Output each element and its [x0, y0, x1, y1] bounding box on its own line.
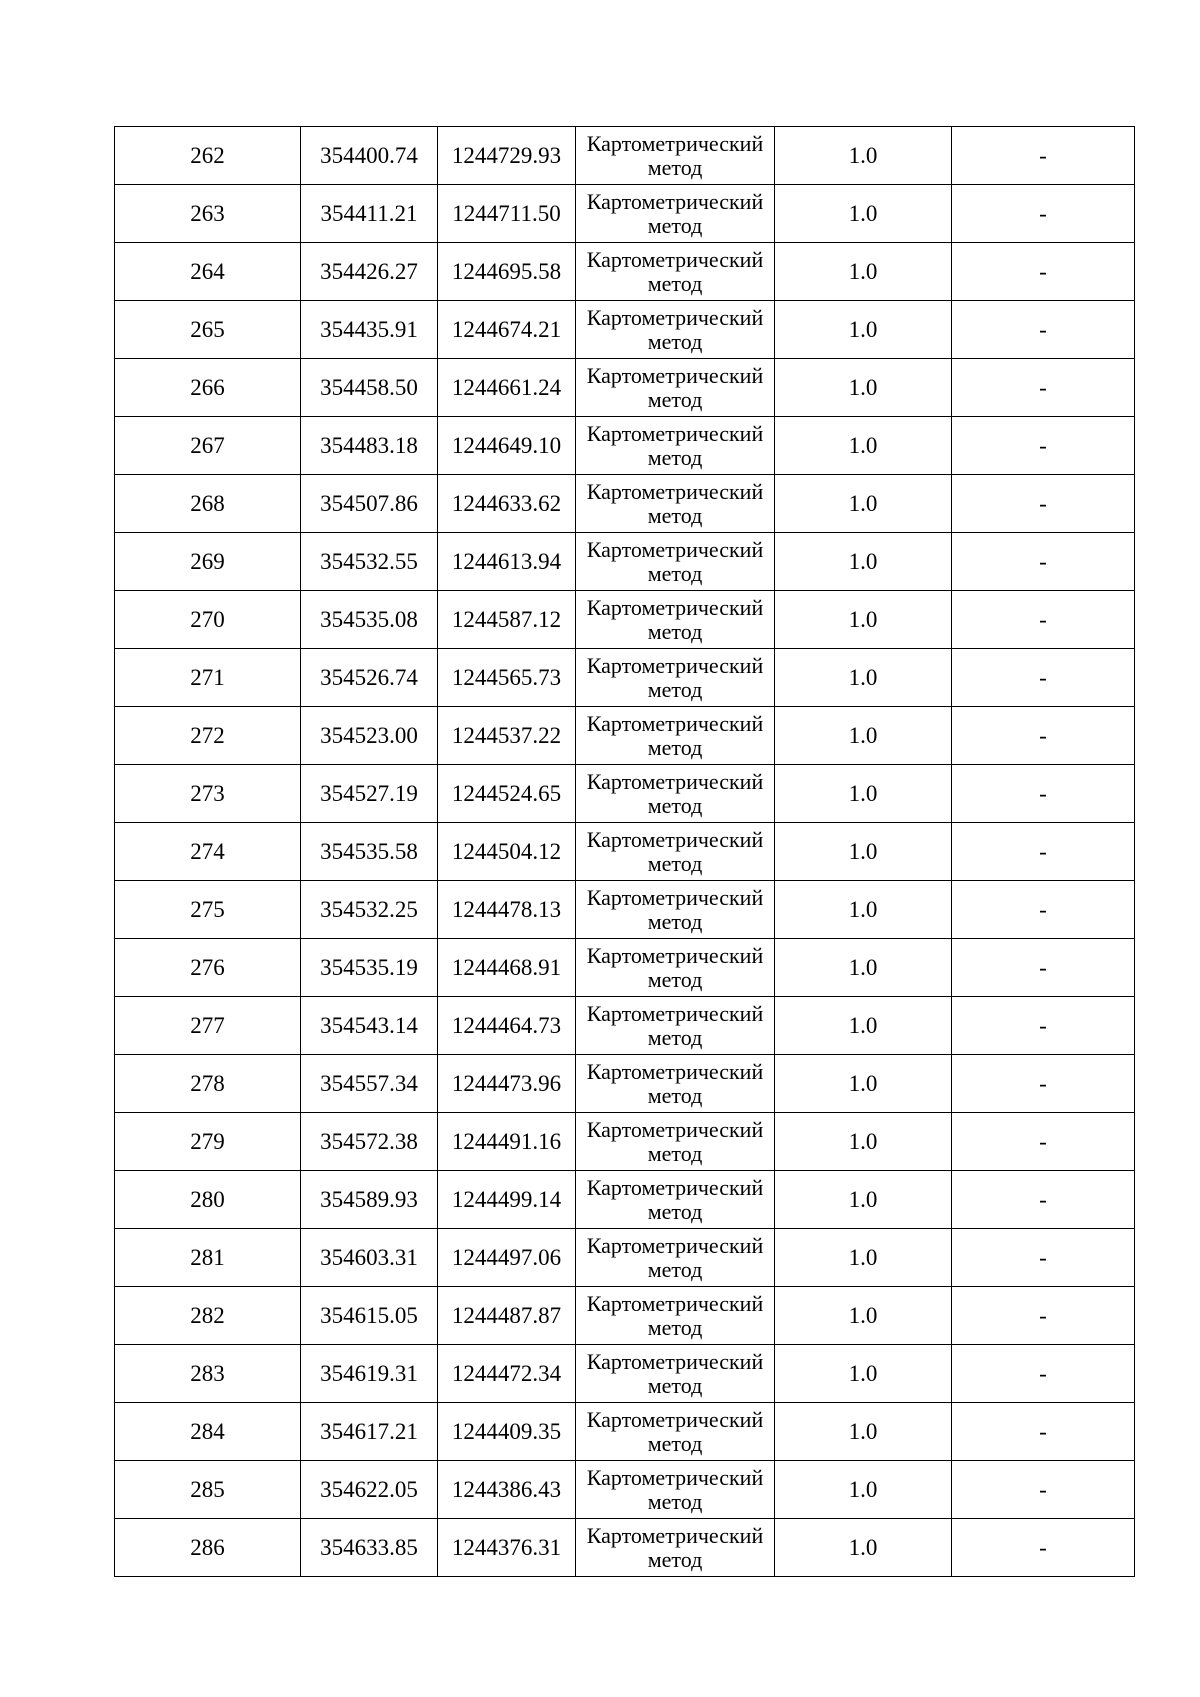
coordinates-table — [114, 126, 1135, 1577]
table-row — [115, 243, 1135, 301]
point-number-cell: 283 — [115, 1345, 301, 1403]
x-coordinate-cell: 354426.27 — [301, 243, 438, 301]
method-cell — [576, 185, 775, 243]
method-cell — [576, 1287, 775, 1345]
method-line-2: метод — [647, 386, 703, 412]
method-cell — [576, 359, 775, 417]
table-row — [115, 417, 1135, 475]
accuracy-cell: 1.0 — [775, 1055, 952, 1113]
method-line-1: Картометрический — [586, 652, 764, 678]
table-row — [115, 127, 1135, 185]
x-coordinate-cell: 354535.19 — [301, 939, 438, 997]
table-row — [115, 1287, 1135, 1345]
table-row — [115, 649, 1135, 707]
table-row — [115, 1113, 1135, 1171]
x-coordinate-cell: 354603.31 — [301, 1229, 438, 1287]
method-line-2: метод — [647, 270, 703, 296]
method-line-1: Картометрический — [586, 826, 764, 852]
table-row — [115, 475, 1135, 533]
accuracy-cell: 1.0 — [775, 939, 952, 997]
accuracy-cell: 1.0 — [775, 301, 952, 359]
coordinates-table-body — [115, 127, 1135, 1577]
method-line-2: метод — [647, 676, 703, 702]
x-coordinate-cell: 354615.05 — [301, 1287, 438, 1345]
table-row — [115, 1345, 1135, 1403]
y-coordinate-cell: 1244537.22 — [438, 707, 576, 765]
note-cell: - — [952, 591, 1135, 649]
method-cell — [576, 881, 775, 939]
x-coordinate-cell: 354557.34 — [301, 1055, 438, 1113]
x-coordinate-cell: 354532.25 — [301, 881, 438, 939]
accuracy-cell: 1.0 — [775, 765, 952, 823]
accuracy-cell: 1.0 — [775, 1345, 952, 1403]
method-line-2: метод — [647, 1082, 703, 1108]
note-cell: - — [952, 243, 1135, 301]
method-cell — [576, 649, 775, 707]
y-coordinate-cell: 1244468.91 — [438, 939, 576, 997]
note-cell: - — [952, 417, 1135, 475]
note-cell: - — [952, 939, 1135, 997]
y-coordinate-cell: 1244487.87 — [438, 1287, 576, 1345]
x-coordinate-cell: 354535.08 — [301, 591, 438, 649]
accuracy-cell: 1.0 — [775, 1171, 952, 1229]
method-cell — [576, 1229, 775, 1287]
table-row — [115, 939, 1135, 997]
method-line-1: Картометрический — [586, 1406, 764, 1432]
y-coordinate-cell: 1244497.06 — [438, 1229, 576, 1287]
point-number-cell: 278 — [115, 1055, 301, 1113]
method-line-1: Картометрический — [586, 536, 764, 562]
note-cell: - — [952, 185, 1135, 243]
x-coordinate-cell: 354633.85 — [301, 1519, 438, 1577]
y-coordinate-cell: 1244711.50 — [438, 185, 576, 243]
method-cell — [576, 939, 775, 997]
method-cell — [576, 1171, 775, 1229]
method-line-2: метод — [647, 1198, 703, 1224]
method-line-2: метод — [647, 1140, 703, 1166]
table-row — [115, 997, 1135, 1055]
method-line-1: Картометрический — [586, 1348, 764, 1374]
table-row — [115, 301, 1135, 359]
x-coordinate-cell: 354523.00 — [301, 707, 438, 765]
accuracy-cell: 1.0 — [775, 359, 952, 417]
note-cell: - — [952, 1229, 1135, 1287]
note-cell: - — [952, 1171, 1135, 1229]
table-row — [115, 591, 1135, 649]
point-number-cell: 277 — [115, 997, 301, 1055]
y-coordinate-cell: 1244464.73 — [438, 997, 576, 1055]
x-coordinate-cell: 354572.38 — [301, 1113, 438, 1171]
method-line-2: метод — [647, 908, 703, 934]
method-cell — [576, 1055, 775, 1113]
accuracy-cell: 1.0 — [775, 997, 952, 1055]
table-row — [115, 1229, 1135, 1287]
note-cell: - — [952, 997, 1135, 1055]
point-number-cell: 263 — [115, 185, 301, 243]
method-cell — [576, 707, 775, 765]
x-coordinate-cell: 354619.31 — [301, 1345, 438, 1403]
note-cell: - — [952, 1461, 1135, 1519]
method-line-2: метод — [647, 1372, 703, 1398]
point-number-cell: 284 — [115, 1403, 301, 1461]
x-coordinate-cell: 354532.55 — [301, 533, 438, 591]
method-line-1: Картометрический — [586, 1000, 764, 1026]
method-line-2: метод — [647, 154, 703, 180]
method-line-2: метод — [647, 1430, 703, 1456]
note-cell: - — [952, 765, 1135, 823]
method-line-1: Картометрический — [586, 188, 764, 214]
method-line-1: Картометрический — [586, 304, 764, 330]
accuracy-cell: 1.0 — [775, 591, 952, 649]
method-cell — [576, 301, 775, 359]
y-coordinate-cell: 1244491.16 — [438, 1113, 576, 1171]
table-row — [115, 359, 1135, 417]
accuracy-cell: 1.0 — [775, 1229, 952, 1287]
method-line-1: Картометрический — [586, 1174, 764, 1200]
method-line-1: Картометрический — [586, 594, 764, 620]
point-number-cell: 279 — [115, 1113, 301, 1171]
method-line-1: Картометрический — [586, 130, 764, 156]
table-row — [115, 765, 1135, 823]
table-row — [115, 1519, 1135, 1577]
x-coordinate-cell: 354411.21 — [301, 185, 438, 243]
point-number-cell: 273 — [115, 765, 301, 823]
method-cell — [576, 765, 775, 823]
method-line-2: метод — [647, 1314, 703, 1340]
x-coordinate-cell: 354527.19 — [301, 765, 438, 823]
point-number-cell: 286 — [115, 1519, 301, 1577]
note-cell: - — [952, 881, 1135, 939]
method-line-2: метод — [647, 328, 703, 354]
x-coordinate-cell: 354400.74 — [301, 127, 438, 185]
point-number-cell: 271 — [115, 649, 301, 707]
method-line-1: Картометрический — [586, 1058, 764, 1084]
note-cell: - — [952, 1519, 1135, 1577]
note-cell: - — [952, 475, 1135, 533]
method-cell — [576, 1403, 775, 1461]
method-line-1: Картометрический — [586, 1116, 764, 1142]
method-cell — [576, 1345, 775, 1403]
y-coordinate-cell: 1244613.94 — [438, 533, 576, 591]
accuracy-cell: 1.0 — [775, 417, 952, 475]
method-line-2: метод — [647, 1256, 703, 1282]
note-cell: - — [952, 359, 1135, 417]
accuracy-cell: 1.0 — [775, 1519, 952, 1577]
accuracy-cell: 1.0 — [775, 243, 952, 301]
method-line-2: метод — [647, 212, 703, 238]
accuracy-cell: 1.0 — [775, 185, 952, 243]
point-number-cell: 268 — [115, 475, 301, 533]
method-cell — [576, 417, 775, 475]
x-coordinate-cell: 354589.93 — [301, 1171, 438, 1229]
method-cell — [576, 1113, 775, 1171]
y-coordinate-cell: 1244504.12 — [438, 823, 576, 881]
y-coordinate-cell: 1244473.96 — [438, 1055, 576, 1113]
accuracy-cell: 1.0 — [775, 475, 952, 533]
note-cell: - — [952, 1287, 1135, 1345]
method-line-2: метод — [647, 1488, 703, 1514]
table-row — [115, 881, 1135, 939]
method-line-1: Картометрический — [586, 884, 764, 910]
x-coordinate-cell: 354526.74 — [301, 649, 438, 707]
method-line-2: метод — [647, 850, 703, 876]
x-coordinate-cell: 354622.05 — [301, 1461, 438, 1519]
method-cell — [576, 997, 775, 1055]
point-number-cell: 269 — [115, 533, 301, 591]
method-line-2: метод — [647, 1024, 703, 1050]
accuracy-cell: 1.0 — [775, 533, 952, 591]
method-cell — [576, 243, 775, 301]
y-coordinate-cell: 1244661.24 — [438, 359, 576, 417]
table-row — [115, 533, 1135, 591]
y-coordinate-cell: 1244376.31 — [438, 1519, 576, 1577]
method-cell — [576, 533, 775, 591]
y-coordinate-cell: 1244478.13 — [438, 881, 576, 939]
method-cell — [576, 1461, 775, 1519]
table-row — [115, 185, 1135, 243]
accuracy-cell: 1.0 — [775, 823, 952, 881]
y-coordinate-cell: 1244524.65 — [438, 765, 576, 823]
method-line-2: метод — [647, 1546, 703, 1572]
note-cell: - — [952, 1345, 1135, 1403]
table-row — [115, 1055, 1135, 1113]
method-line-1: Картометрический — [586, 420, 764, 446]
point-number-cell: 281 — [115, 1229, 301, 1287]
point-number-cell: 274 — [115, 823, 301, 881]
method-line-2: метод — [647, 734, 703, 760]
note-cell: - — [952, 823, 1135, 881]
method-cell — [576, 127, 775, 185]
y-coordinate-cell: 1244565.73 — [438, 649, 576, 707]
method-cell — [576, 591, 775, 649]
method-line-2: метод — [647, 966, 703, 992]
point-number-cell: 285 — [115, 1461, 301, 1519]
x-coordinate-cell: 354458.50 — [301, 359, 438, 417]
note-cell: - — [952, 127, 1135, 185]
table-row — [115, 1403, 1135, 1461]
table-row — [115, 823, 1135, 881]
point-number-cell: 267 — [115, 417, 301, 475]
accuracy-cell: 1.0 — [775, 707, 952, 765]
accuracy-cell: 1.0 — [775, 1113, 952, 1171]
method-line-1: Картометрический — [586, 478, 764, 504]
y-coordinate-cell: 1244472.34 — [438, 1345, 576, 1403]
table-row — [115, 1171, 1135, 1229]
point-number-cell: 275 — [115, 881, 301, 939]
accuracy-cell: 1.0 — [775, 1287, 952, 1345]
x-coordinate-cell: 354543.14 — [301, 997, 438, 1055]
note-cell: - — [952, 1113, 1135, 1171]
y-coordinate-cell: 1244695.58 — [438, 243, 576, 301]
method-cell — [576, 1519, 775, 1577]
method-line-1: Картометрический — [586, 710, 764, 736]
method-line-2: метод — [647, 618, 703, 644]
method-cell — [576, 475, 775, 533]
point-number-cell: 264 — [115, 243, 301, 301]
x-coordinate-cell: 354435.91 — [301, 301, 438, 359]
x-coordinate-cell: 354617.21 — [301, 1403, 438, 1461]
accuracy-cell: 1.0 — [775, 1403, 952, 1461]
accuracy-cell: 1.0 — [775, 649, 952, 707]
note-cell: - — [952, 1055, 1135, 1113]
point-number-cell: 276 — [115, 939, 301, 997]
x-coordinate-cell: 354535.58 — [301, 823, 438, 881]
y-coordinate-cell: 1244649.10 — [438, 417, 576, 475]
method-line-2: метод — [647, 560, 703, 586]
note-cell: - — [952, 649, 1135, 707]
method-line-1: Картометрический — [586, 942, 764, 968]
method-line-2: метод — [647, 792, 703, 818]
table-row — [115, 1461, 1135, 1519]
y-coordinate-cell: 1244499.14 — [438, 1171, 576, 1229]
point-number-cell: 272 — [115, 707, 301, 765]
x-coordinate-cell: 354507.86 — [301, 475, 438, 533]
y-coordinate-cell: 1244386.43 — [438, 1461, 576, 1519]
y-coordinate-cell: 1244633.62 — [438, 475, 576, 533]
y-coordinate-cell: 1244674.21 — [438, 301, 576, 359]
method-line-1: Картометрический — [586, 1522, 764, 1548]
point-number-cell: 282 — [115, 1287, 301, 1345]
method-line-1: Картометрический — [586, 362, 764, 388]
y-coordinate-cell: 1244729.93 — [438, 127, 576, 185]
method-line-2: метод — [647, 444, 703, 470]
method-line-1: Картометрический — [586, 1290, 764, 1316]
method-line-2: метод — [647, 502, 703, 528]
y-coordinate-cell: 1244587.12 — [438, 591, 576, 649]
method-line-1: Картометрический — [586, 246, 764, 272]
method-cell — [576, 823, 775, 881]
table-row — [115, 707, 1135, 765]
point-number-cell: 266 — [115, 359, 301, 417]
method-line-1: Картометрический — [586, 1232, 764, 1258]
note-cell: - — [952, 1403, 1135, 1461]
point-number-cell: 280 — [115, 1171, 301, 1229]
y-coordinate-cell: 1244409.35 — [438, 1403, 576, 1461]
accuracy-cell: 1.0 — [775, 1461, 952, 1519]
point-number-cell: 270 — [115, 591, 301, 649]
accuracy-cell: 1.0 — [775, 881, 952, 939]
note-cell: - — [952, 533, 1135, 591]
method-line-1: Картометрический — [586, 768, 764, 794]
method-line-1: Картометрический — [586, 1464, 764, 1490]
point-number-cell: 265 — [115, 301, 301, 359]
note-cell: - — [952, 707, 1135, 765]
accuracy-cell: 1.0 — [775, 127, 952, 185]
note-cell: - — [952, 301, 1135, 359]
point-number-cell: 262 — [115, 127, 301, 185]
x-coordinate-cell: 354483.18 — [301, 417, 438, 475]
